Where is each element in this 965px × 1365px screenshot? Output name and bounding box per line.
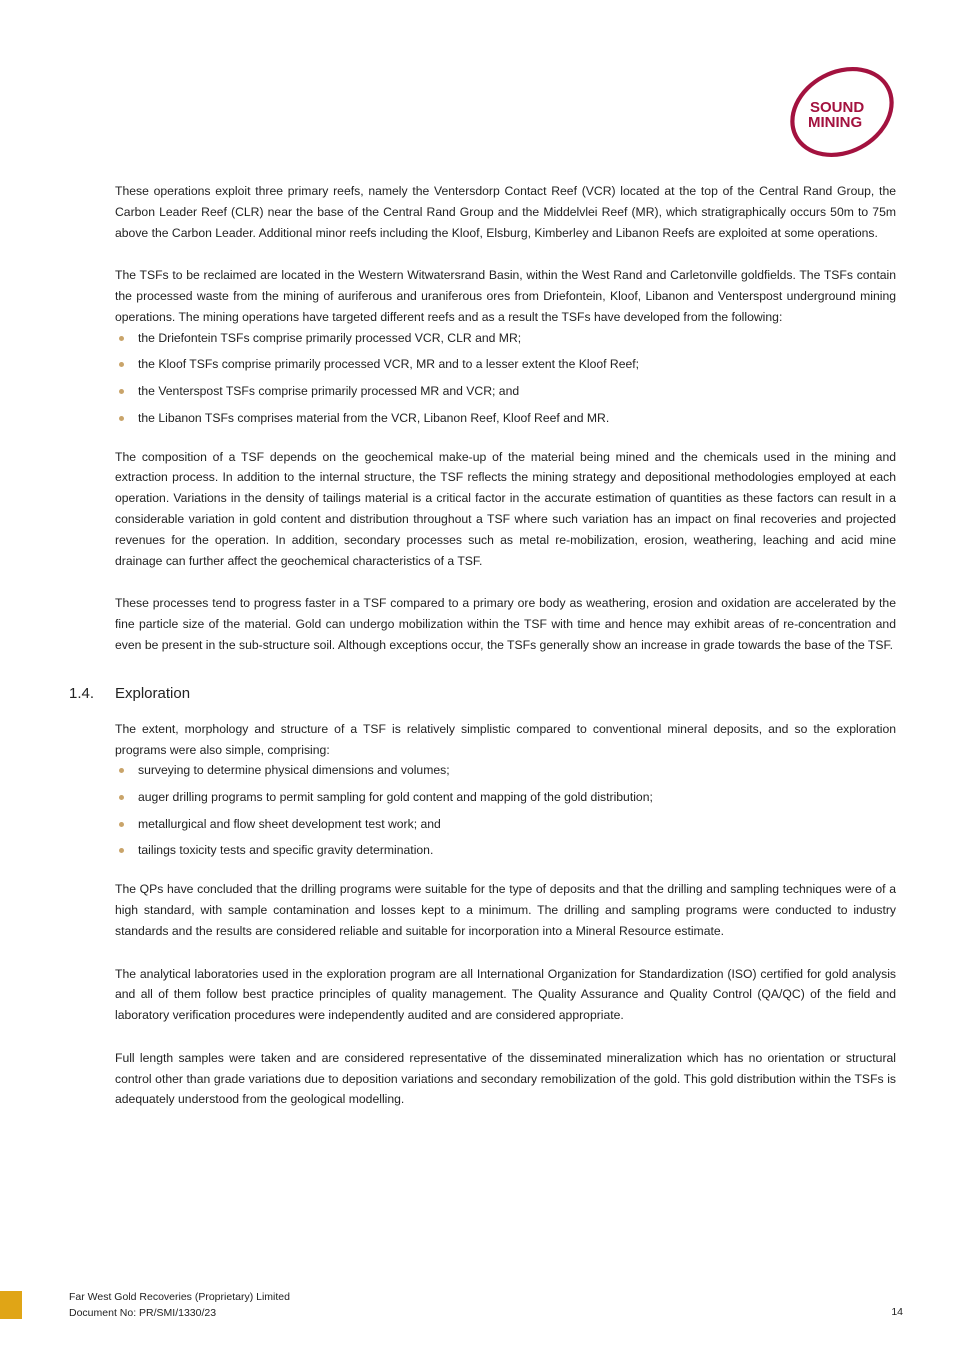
tsf-composition-list <box>115 330 896 426</box>
list-item <box>115 410 896 426</box>
paragraph-exploration-intro: The extent, morphology and structure of a TSF is relatively simplistic compared to conventional mineral deposits, and so the exploration programs were also simple, comprising: <box>115 721 896 757</box>
list-item <box>115 383 896 399</box>
bullet-icon <box>119 795 124 800</box>
list-item-text: auger drilling programs to permit sampling for gold content and mapping of the gold distribution; <box>138 789 653 804</box>
list-item-text: surveying to determine physical dimensions and volumes; <box>138 763 450 778</box>
footer-accent-bar <box>0 1291 22 1319</box>
list-item <box>115 356 896 372</box>
bullet-icon <box>119 389 124 394</box>
paragraph-processes: These processes tend to progress faster in a TSF compared to a primary ore body as weathering, erosion and oxidation are accelerated by the fine particle size of the material. Gold can undergo mobilization within the TSF with time and hence may exhibit areas of re-concentration and even be present in the sub-structure soil. Although exceptions occur, the TSFs generally show an increase in grade towards the base of the TSF. <box>115 596 896 652</box>
bullet-icon <box>119 768 124 773</box>
footer-company: Far West Gold Recoveries (Proprietary) Limited <box>69 1291 290 1303</box>
section-title: Exploration <box>115 684 191 702</box>
page-number: 14 <box>891 1306 903 1318</box>
paragraph-laboratories: The analytical laboratories used in the exploration program are all International Organization for Standardization (ISO) certified for gold analysis and all of them follow best practice principles of quality management. The Quality Assurance and Quality Control (QA/QC) of the field and laboratory verification procedures were independently audited and are considered appropriate. <box>115 966 896 1023</box>
list-item-text: the Libanon TSFs comprises material from the VCR, Libanon Reef, Kloof Reef and MR. <box>138 410 610 425</box>
logo-line-2: MINING <box>808 114 863 131</box>
paragraph-samples: Full length samples were taken and are considered representative of the disseminated mineralization which has no orientation or structural control other than grade variations due to deposition variations and secondary remobilization of the gold. This gold distribution within the TSFs is adequately understood from the geological modelling. <box>115 1050 896 1107</box>
logo-line-1: SOUND <box>810 99 865 116</box>
paragraph-tsf-location: The TSFs to be reclaimed are located in the Western Witwatersrand Basin, within the West Rand and Carletonville goldfields. The TSFs contain the processed waste from the mining of auriferous and uraniferous ores from Driefontein, Kloof, Libanon and Venterspost underground mining operations. The mining operations have targeted different reefs and as a result the TSFs have developed from the following: <box>115 268 896 324</box>
list-item <box>115 842 896 858</box>
bullet-icon <box>119 362 124 367</box>
paragraph-qp-conclusion: The QPs have concluded that the drilling programs were suitable for the type of deposits and that the drilling and sampling techniques were of a high standard, with sample contamination and losses kept to a minimum. The drilling and sampling programs were conducted to industry standards and the results are considered reliable and suitable for incorporation into a Mineral Resource estimate. <box>115 882 896 938</box>
section-number: 1.4. <box>69 684 95 702</box>
list-item-text: the Driefontein TSFs comprise primarily processed VCR, CLR and MR; <box>138 330 522 345</box>
paragraph-composition: The composition of a TSF depends on the geochemical make-up of the material being mined and the chemicals used in the mining and extraction process. In addition to the internal structure, the TSF reflects the mining strategy and depositional methodologies employed at each operation. Variations in the density of tailings material is a critical factor in the accurate estimation of quantities as these factors can result in a considerable variation in gold content and distribution throughout a TSF where such variation has an impact on final recoveries and projected revenues for the operation. In addition, secondary processes such as metal re-mobilization, erosion, weathering, leaching and acid mine drainage can further affect the geochemical characteristics of a TSF. <box>115 449 896 568</box>
list-item <box>115 330 896 346</box>
list-item <box>115 816 896 832</box>
footer-document-number: Document No: PR/SMI/1330/23 <box>69 1306 217 1319</box>
list-item <box>115 762 896 778</box>
document-body <box>69 181 896 1132</box>
bullet-icon <box>119 416 124 421</box>
paragraph-reefs: These operations exploit three primary reefs, namely the Ventersdorp Contact Reef (VCR) located at the top of the Central Rand Group, the Carbon Leader Reef (CLR) near the base of the Central Rand Group and the Middelvlei Reef (MR), which stratigraphically occurs 50m to 75m above the Carbon Leader. Additional minor reefs including the Kloof, Elsburg, Kimberley and Libanon Reefs are exploited at some operations. <box>115 184 896 240</box>
sound-mining-logo <box>784 66 900 158</box>
list-item-text: the Kloof TSFs comprise primarily processed VCR, MR and to a lesser extent the Kloof Reef; <box>138 357 640 372</box>
list-item <box>115 789 896 805</box>
list-item-text: tailings toxicity tests and specific gravity determination. <box>138 843 434 858</box>
bullet-icon <box>119 822 124 827</box>
bullet-icon <box>119 848 124 853</box>
footer <box>69 1290 290 1321</box>
list-item-text: the Venterspost TSFs comprise primarily processed MR and VCR; and <box>138 383 520 398</box>
exploration-programs-list <box>115 762 896 858</box>
section-heading <box>69 684 896 707</box>
bullet-icon <box>119 336 124 341</box>
list-item-text: metallurgical and flow sheet development test work; and <box>138 816 441 831</box>
